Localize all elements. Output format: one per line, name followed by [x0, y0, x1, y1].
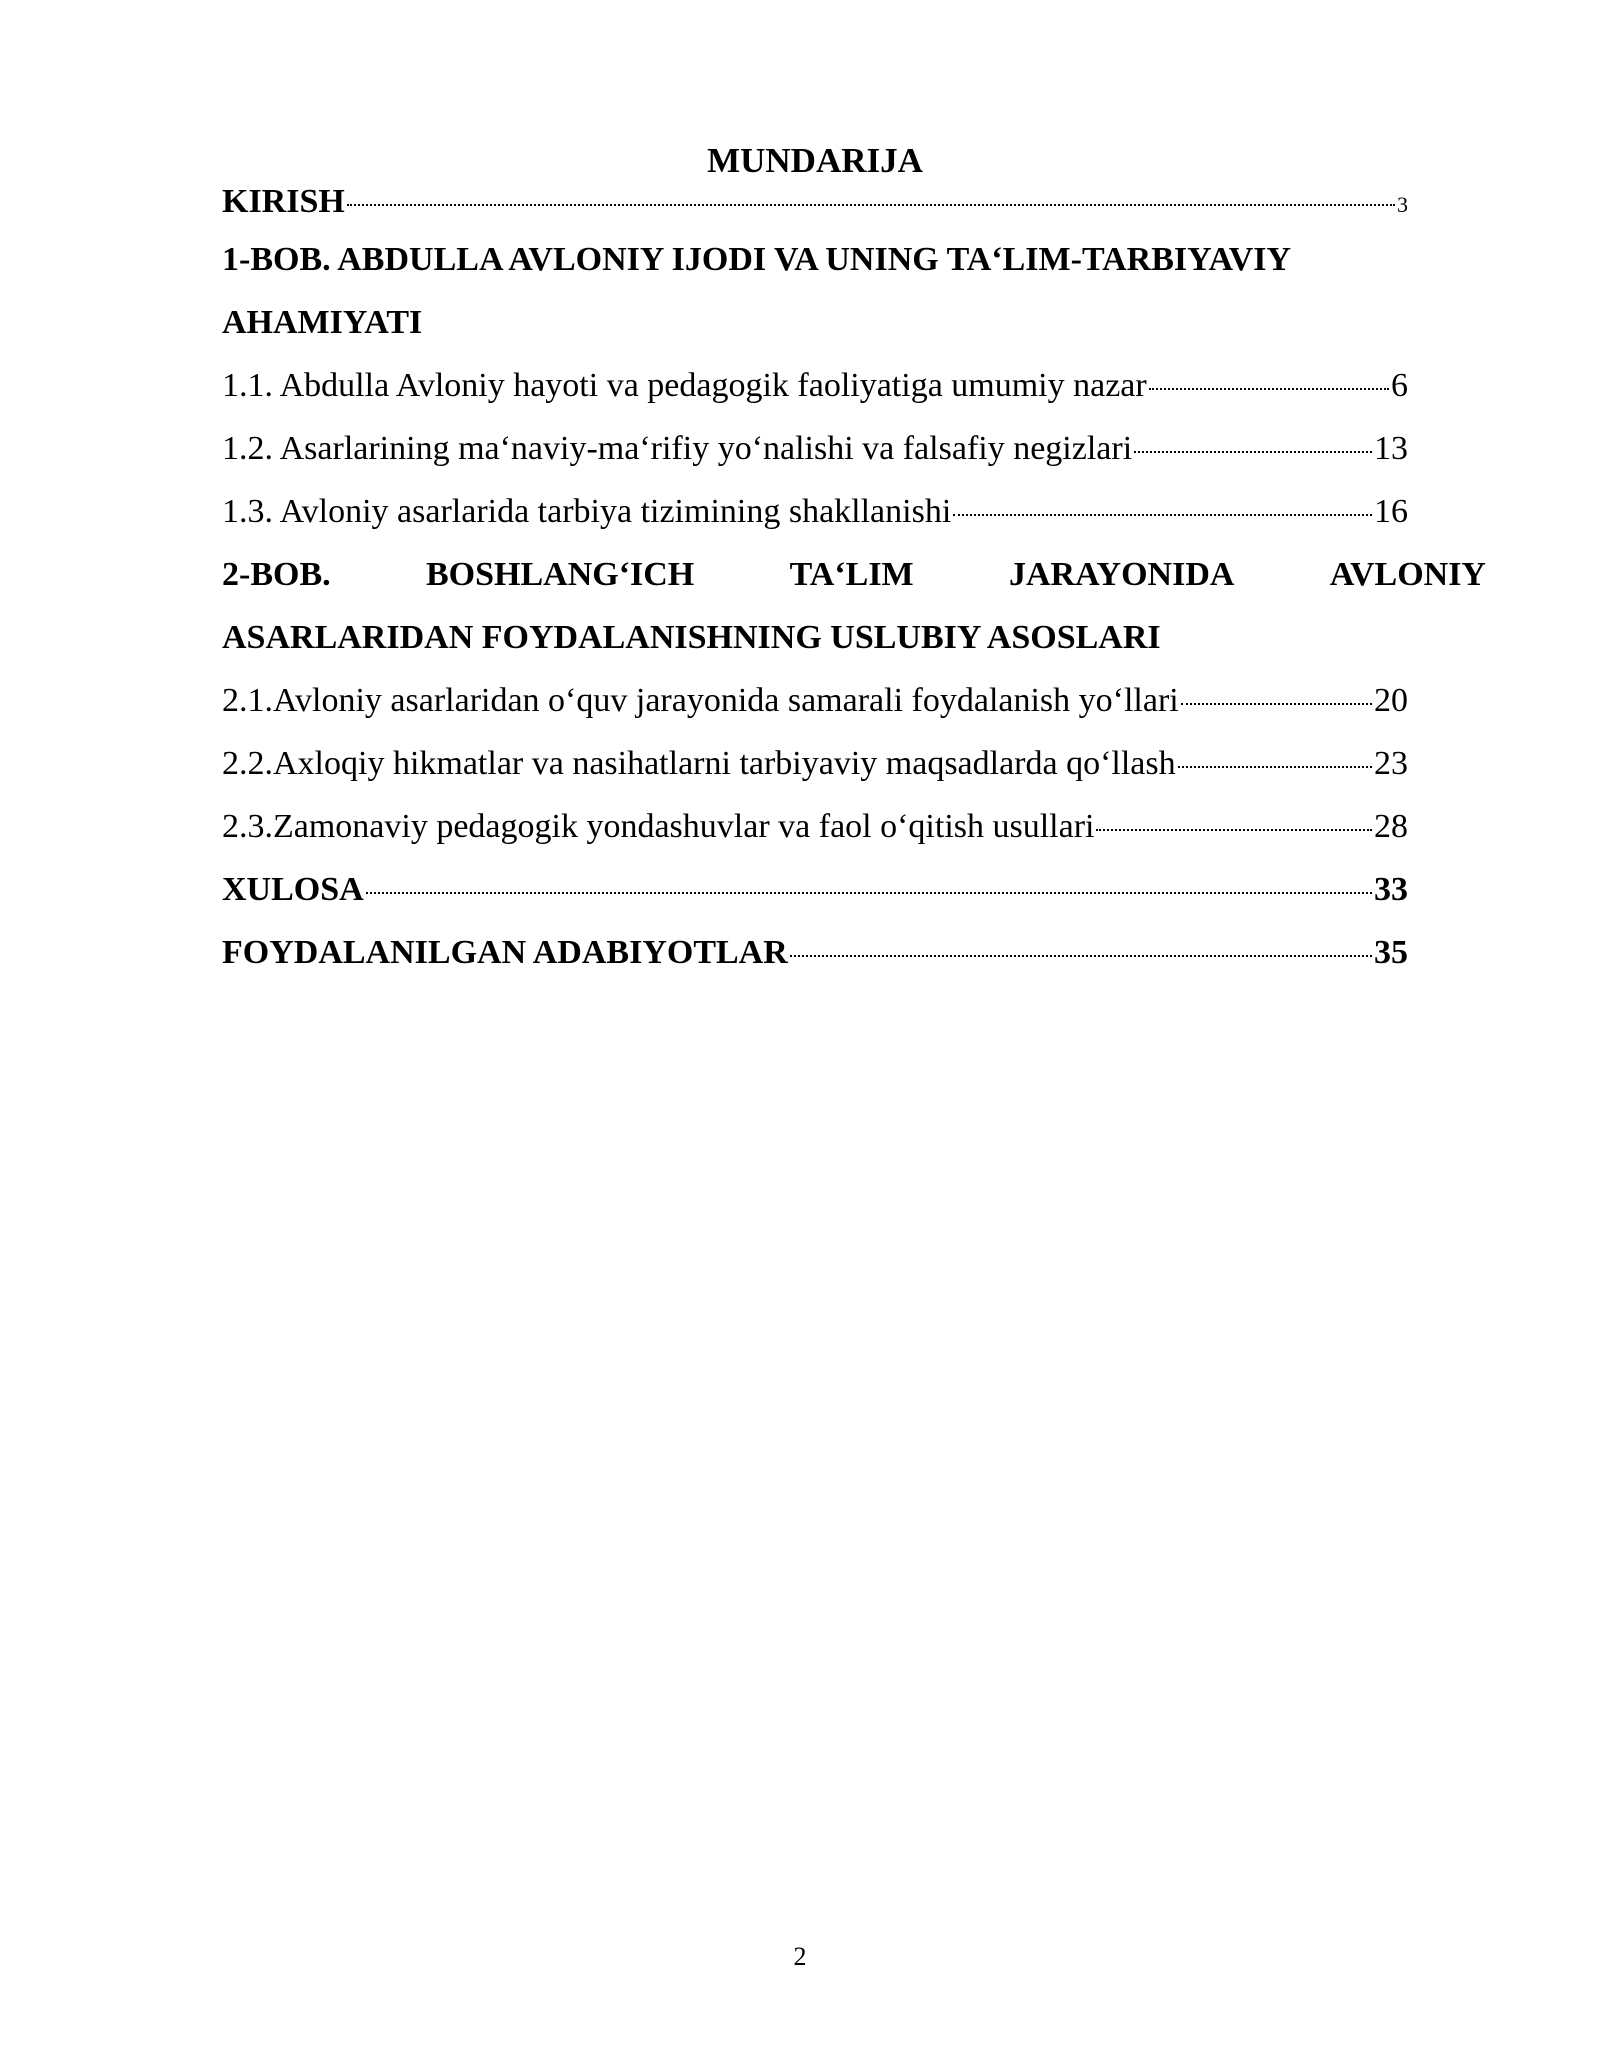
toc-entry-label: 2.2.Axloqiy hikmatlar va nasihatlarni tarbiyaviy maqsadlarda qo‘llash	[222, 745, 1176, 782]
toc-entry-2-3[interactable]	[222, 795, 1408, 858]
chapter-2-word: BOSHLANG‘ICH	[425, 556, 695, 593]
toc-entry-label: 1.1. Abdulla Avloniy hayoti va pedagogik faoliyatiga umumiy nazar	[222, 367, 1147, 404]
dot-leader	[1096, 829, 1372, 831]
toc-entry-page: 33	[1374, 871, 1408, 908]
toc-title: MUNDARIJA	[707, 141, 923, 180]
chapter-2-heading-line-1[interactable]	[222, 543, 1486, 606]
toc-entry-page: 6	[1391, 367, 1408, 404]
dot-leader	[366, 892, 1372, 894]
dot-leader	[953, 514, 1372, 516]
toc-entry-2-2[interactable]	[222, 732, 1408, 795]
chapter-2-word: JARAYONIDA	[1009, 556, 1235, 593]
toc-entry-page: 20	[1374, 682, 1408, 719]
toc-entry-label: 1.2. Asarlarining ma‘naviy-ma‘rifiy yo‘nalishi va falsafiy negizlari	[222, 430, 1133, 467]
toc-entry-1-1[interactable]	[222, 354, 1408, 417]
toc-entry-page: 16	[1374, 493, 1408, 530]
chapter-1-heading-line-1[interactable]: 1-BOB. ABDULLA AVLONIY IJODI VA UNING TA‘LIM-TARBIYAVIY	[222, 241, 1292, 278]
dot-leader	[1149, 388, 1389, 390]
toc-entry-xulosa[interactable]	[222, 858, 1408, 921]
toc-entry-1-3[interactable]	[222, 480, 1408, 543]
chapter-2-word: AVLONIY	[1329, 556, 1486, 593]
dot-leader	[1178, 766, 1372, 768]
chapter-2-word: TA‘LIM	[789, 556, 914, 593]
dot-leader	[790, 955, 1372, 957]
page-number: 2	[793, 1942, 807, 1971]
table-of-contents	[222, 140, 1486, 984]
toc-entry-page: 28	[1374, 808, 1408, 845]
toc-entry-kirish[interactable]	[222, 182, 1408, 228]
dot-leader	[1181, 703, 1372, 705]
chapter-1-heading-line-2[interactable]: AHAMIYATI	[222, 304, 423, 341]
toc-entry-2-1[interactable]	[222, 669, 1408, 732]
toc-entry-page: 23	[1374, 745, 1408, 782]
toc-entry-label: FOYDALANILGAN ADABIYOTLAR	[222, 934, 788, 971]
toc-entry-page: 35	[1374, 934, 1408, 971]
toc-entry-page: 3	[1397, 192, 1408, 217]
toc-entry-label: 2.1.Avloniy asarlaridan o‘quv jarayonida samarali foydalanish yo‘llari	[222, 682, 1179, 719]
toc-entry-label: XULOSA	[222, 871, 364, 908]
dot-leader	[347, 204, 1395, 206]
chapter-2-heading-line-2[interactable]: ASARLARIDAN FOYDALANISHNING USLUBIY ASOSLARI	[222, 619, 1161, 656]
toc-entry-page: 13	[1374, 430, 1408, 467]
chapter-2-word: 2-BOB.	[222, 556, 331, 593]
toc-entry-label: 2.3.Zamonaviy pedagogik yondashuvlar va faol o‘qitish usullari	[222, 808, 1095, 845]
toc-entry-adabiyotlar[interactable]	[222, 921, 1408, 984]
toc-entry-label: KIRISH	[222, 183, 345, 220]
toc-entry-1-2[interactable]	[222, 417, 1408, 480]
toc-entry-label: 1.3. Avloniy asarlarida tarbiya tizimining shakllanishi	[222, 493, 952, 530]
dot-leader	[1134, 451, 1372, 453]
